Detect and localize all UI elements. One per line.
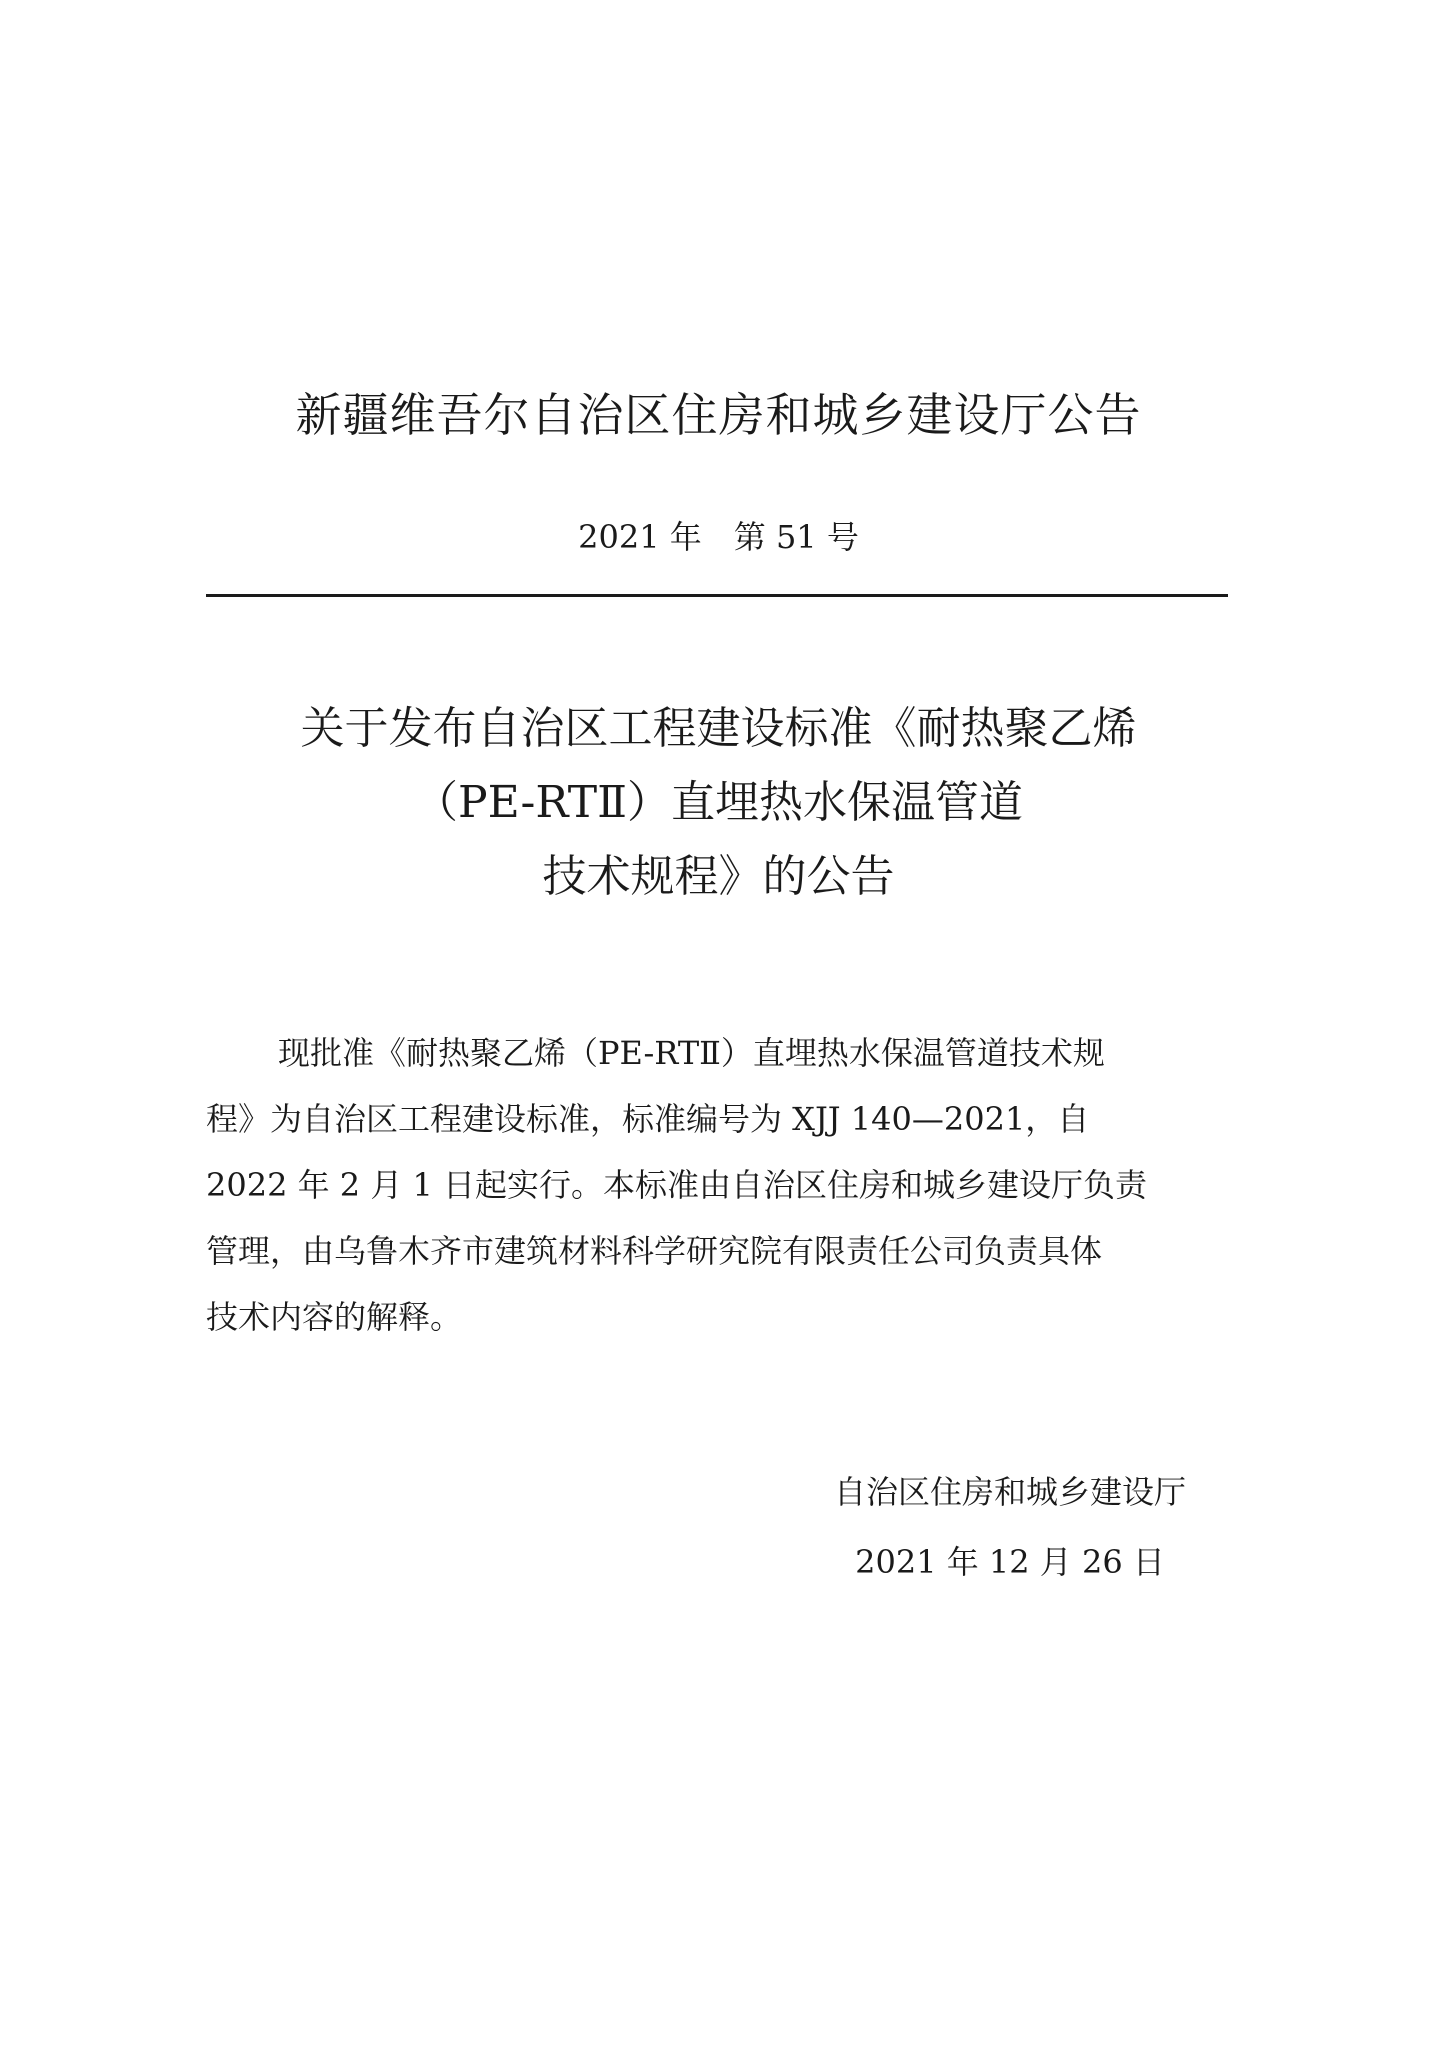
body-line: 2022 年 2 月 1 日起实行。本标准由自治区住房和城乡建设厅负责 bbox=[206, 1166, 1148, 1204]
signing-organization: 自治区住房和城乡建设厅 bbox=[833, 1473, 1186, 1511]
body-line: 程》为自治区工程建设标准，标准编号为 XJJ 140—2021，自 bbox=[206, 1100, 1090, 1138]
title-line: 技术规程》的公告 bbox=[542, 851, 895, 902]
signing-date: 2021 年 12 月 26 日 bbox=[855, 1543, 1165, 1581]
issuer-heading: 新疆维吾尔自治区住房和城乡建设厅公告 bbox=[295, 388, 1142, 442]
body-line: 现批准《耐热聚乙烯（PE-RTⅡ）直埋热水保温管道技术规 bbox=[278, 1034, 1105, 1072]
signature-block bbox=[795, 1457, 1225, 1597]
announcement-title bbox=[0, 692, 1437, 914]
title-line: 关于发布自治区工程建设标准《耐热聚乙烯 bbox=[300, 703, 1137, 754]
title-line: （PE-RTⅡ）直埋热水保温管道 bbox=[413, 777, 1024, 828]
document-number: 2021 年 第 51 号 bbox=[578, 518, 859, 556]
body-line: 技术内容的解释。 bbox=[206, 1298, 463, 1336]
body-line: 管理，由乌鲁木齐市建筑材料科学研究院有限责任公司负责具体 bbox=[206, 1232, 1103, 1270]
announcement-body bbox=[206, 1020, 1228, 1350]
header-divider bbox=[206, 594, 1228, 597]
